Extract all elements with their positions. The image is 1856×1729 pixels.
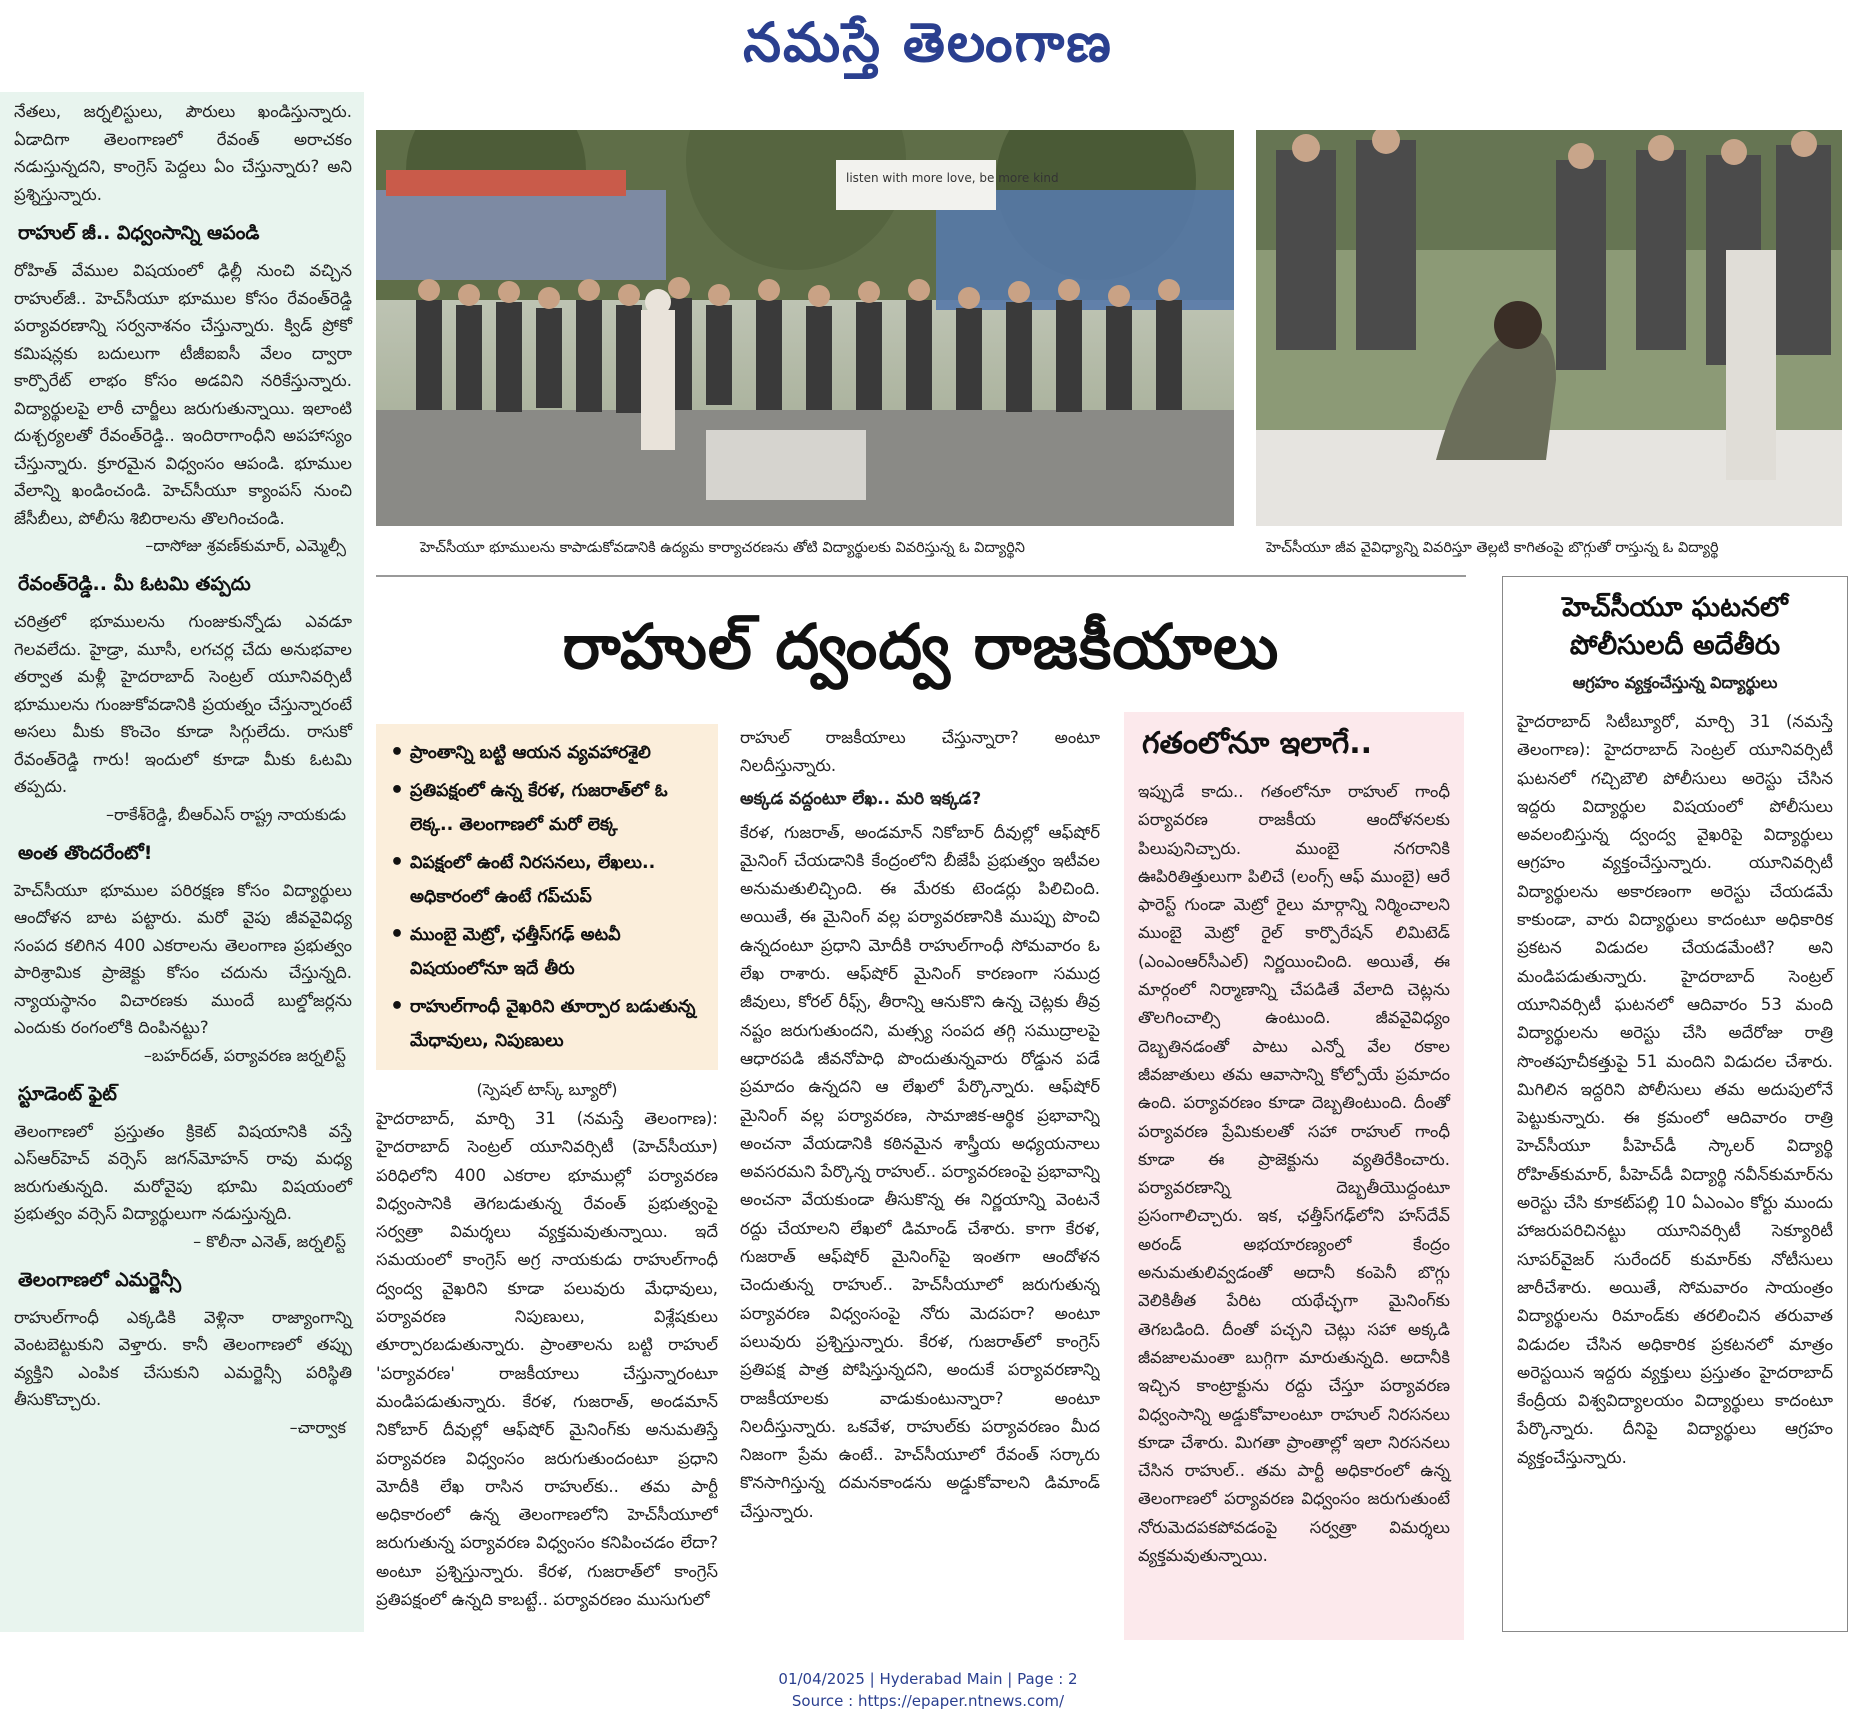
left-column-reactions bbox=[0, 92, 364, 1632]
story-text: రాహుల్ రాజకీయాలు చేస్తున్నారా? అంటూ నిలదీస్తున్నారు. bbox=[740, 728, 1100, 776]
source-link[interactable]: Source : https://epaper.ntnews.com/ bbox=[791, 1692, 1065, 1710]
student-photo-caption: హెచ్‌సీయూ జీవ వైవిధ్యాన్ని వివరిస్తూ తెల్లటి కాగితంపై బొగ్గుతో రాస్తున్న ఓ విద్యార్థి bbox=[1266, 540, 1719, 556]
reaction-signature: – కొలీనా ఎనెత్, జర్నలిస్ట్ bbox=[193, 1231, 346, 1251]
page-footer bbox=[0, 1668, 1856, 1712]
reaction-text: రోహిత్ వేముల విషయంలో ఢిల్లీ నుంచి వచ్చిన రాహుల్‌జీ.. హెచ్‌సీయూ భూముల కోసం రేవంత్‌రెడ్డి పర్యావరణాన్ని సర్వనాశనం చేస్తున్నారు. క్విడ్ ప్రోకో కమిషన్లకు బదులుగా టీజీఐఐసీ వేలం ద్వారా కార్పొరేట్ లాభం కోసం అడవిని నరికేస్తున్నారు. విద్యార్థులపై లాఠీ చార్జీలు జరుగుతున్నాయి. ఇలాంటి దుశ్చర్యలతో రేవంత్‌రెడ్డి.. ఇందిరాగాంధీని అపహాస్యం చేస్తున్నారు. క్రూరమైన విధ్వంసం ఆపండి. భూముల వేలాన్ని ఖండించండి. హెచ్‌సీయూ క్యాంపస్ నుంచి జేసీబీలు, పోలీసు శిబిరాలను తొలగించండి. bbox=[14, 261, 352, 528]
reaction-heading: రేవంత్‌రెడ్డి.. మీ ఓటమి తప్పదు bbox=[18, 573, 251, 595]
story-text: కేరళ, గుజరాత్, అండమాన్ నికోబార్ దీవుల్లో ఆఫ్‌షోర్ మైనింగ్ చేయడానికి కేంద్రంలోని బీజేపీ ప్రభుత్వం ఇటీవల అనుమతులిచ్చింది. ఈ మేరకు టెండర్లు పిలిచింది. అయితే, ఈ మైనింగ్ వల్ల పర్యావరణానికి ముప్పు పొంచి ఉన్నదంటూ ప్రధాని మోదీకి రాహుల్‌గాంధీ సోమవారం ఓ లేఖ రాశారు. ఆఫ్‌షోర్ మైనింగ్ కారణంగా సముద్ర జీవులు, కోరల్ రీఫ్స్, తీరాన్ని ఆనుకొని ఉన్న చెట్లకు తీవ్ర నష్టం జరుగుతుందని, మత్స్య సంపద తగ్గి సముద్రాలపై ఆధారపడి జీవనోపాధి పొందుతున్నవారు రోడ్డున పడే ప్రమాదం ఉన్నదని ఆ లేఖలో పేర్కొన్నారు. ఆఫ్‌షోర్ మైనింగ్ వల్ల పర్యావరణ, సామాజిక-ఆర్థిక ప్రభావాన్ని అంచనా వేయడానికి కఠినమైన శాస్త్రీయ అధ్యయనాలు అవసరమని పేర్కొన్న రాహుల్.. పర్యావరణంపై ప్రభావాన్ని అంచనా వేయకుండా తీసుకొన్న ఈ నిర్ణయాన్ని వెంటనే రద్దు చేయాలని లేఖలో డిమాండ్ చేశారు. కాగా కేరళ, గుజరాత్ ఆఫ్‌షోర్ మైనింగ్‌పై ఇంతగా ఆందోళన చెందుతున్న రాహుల్.. హెచ్‌సీయూలో జరుగుతున్న పర్యావరణ విధ్వంసంపై నోరు మెదపరా? అంటూ పలువురు ప్రశ్నిస్తున్నారు. కేరళ, గుజరాత్‌లో కాంగ్రెస్ ప్రతిపక్ష పాత్ర పోషిస్తున్నదని, అందుకే పర్యావరణాన్ని రాజకీయాలకు వాడుకుంటున్నారా? అంటూ నిలదీస్తున్నారు. ఒకవేళ, రాహుల్‌కు పర్యావరణం మీద నిజంగా ప్రేమ ఉంటే.. హెచ్‌సీయూలో రేవంత్ సర్కారు కొనసాగిస్తున్న దమనకాండను అడ్డుకోవాలని డిమాండ్ చేస్తున్నారు. bbox=[740, 822, 1100, 1521]
divider bbox=[376, 575, 1466, 577]
highlight-item: • ప్రాంతాన్ని బట్టి ఆయన వ్యవహారశైలి bbox=[388, 736, 708, 770]
reaction-heading: అంత తొందరేంటో! bbox=[18, 841, 153, 864]
reaction-3 bbox=[14, 842, 352, 1069]
protest-banner: listen with more love, be more kind bbox=[846, 171, 1059, 185]
left-intro-text: నేతలు, జర్నలిస్టులు, పౌరులు ఖండిస్తున్నారు. ఏడాదిగా తెలంగాణలో రేవంత్ అరాచకం నడుస్తున్నదని, కాంగ్రెస్ పెద్దలు ఏం చేస్తున్నారు? అని ప్రశ్నిస్తున్నారు. bbox=[14, 102, 352, 204]
reaction-text: రాహుల్‌గాంధీ ఎక్కడికి వెళ్లినా రాజ్యాంగాన్ని వెంటబెట్టుకుని వెళ్తారు. కానీ తెలంగాణలో తప్పు వ్యక్తిని ఎంపిక చేసుకుని ఎమర్జెన్సీ పరిస్థితి తీసుకొచ్చారు. bbox=[14, 1307, 352, 1409]
reaction-1 bbox=[14, 222, 352, 559]
side-story-subheading: ఆగ్రహం వ్యక్తంచేస్తున్న విద్యార్థులు bbox=[1572, 673, 1778, 692]
highlight-item: • విపక్షంలో ఉంటే నిరసనలు, లేఖలు.. అధికారంలో ఉంటే గప్‌చుప్ bbox=[388, 846, 708, 914]
protest-photo bbox=[376, 130, 1234, 526]
newspaper-logo: నమస్తే తెలంగాణ bbox=[743, 10, 1113, 74]
reaction-heading: తెలంగాణలో ఎమర్జెన్సీ bbox=[18, 1268, 182, 1291]
story-subheading: అక్కడ వద్దంటూ లేఖ.. మరి ఇక్కడ? bbox=[740, 788, 982, 809]
main-headline: రాహుల్ ద్వంద్వ రాజకీయాలు bbox=[562, 610, 1280, 683]
student-writing-photo bbox=[1256, 130, 1842, 526]
masthead bbox=[0, 0, 1856, 90]
highlights-box bbox=[376, 724, 718, 1070]
highlight-item: • ముంబై మెట్రో, ఛత్తీస్‌గఢ్ అటవీ విషయంలోనూ ఇదే తీరు bbox=[388, 918, 708, 986]
past-box-heading: గతంలోనూ ఇలాగే.. bbox=[1142, 726, 1373, 761]
story-text: హైదరాబాద్, మార్చి 31 (నమస్తే తెలంగాణ): హైదరాబాద్ సెంట్రల్ యూనివర్సిటీ (హెచ్‌సీయూ) పరిధిలోని 400 ఎకరాల భూముల్లో పర్యావరణ విధ్వంసానికి తెగబడుతున్న రేవంత్ ప్రభుత్వంపై సర్వత్రా విమర్శలు వ్యక్తమవుతున్నాయి. ఇదే సమయంలో కాంగ్రెస్ అగ్ర నాయకుడు రాహుల్‌గాంధీ ద్వంద్వ వైఖరిని కూడా పలువురు మేధావులు, పర్యావరణ నిపుణులు, విశ్లేషకులు తూర్పారబడుతున్నారు. ప్రాంతాలను బట్టి రాహుల్ 'పర్యావరణ' రాజకీయాలు చేస్తున్నారంటూ మండిపడుతున్నారు. కేరళ, గుజరాత్, అండమాన్ నికోబార్ దీవుల్లో ఆఫ్‌షోర్ మైనింగ్‌కు అనుమతిస్తే పర్యావరణ విధ్వంసం జరుగుతుందంటూ ప్రధాని మోదీకి లేఖ రాసిన రాహుల్‌కు.. తమ పార్టీ అధికారంలో ఉన్న తెలంగాణలోని హెచ్‌సీయూలో జరుగుతున్న పర్యావరణ విధ్వంసం కనిపించడం లేదా? అంటూ ప్రశ్నిస్తున్నారు. కేరళ, గుజరాత్‌లో కాంగ్రెస్ ప్రతిపక్షంలో ఉన్నది కాబట్టే.. పర్యావరణం ముసుగులో bbox=[376, 1109, 718, 1610]
byline: (స్పెషల్ టాస్క్ బ్యూరో) bbox=[476, 1080, 618, 1099]
reaction-heading: రాహుల్ జీ.. విధ్వంసాన్ని ఆపండి bbox=[18, 222, 260, 244]
side-story-box bbox=[1502, 576, 1848, 1632]
reaction-text: తెలంగాణలో ప్రస్తుతం క్రికెట్ విషయానికి వస్తే ఎస్‌ఆర్‌హెచ్ వర్సెస్ జగన్‌మోహన్ రావు మధ్య జరుగుతున్నది. మరోవైపు భూమి విషయంలో ప్రభుత్వం వర్సెస్ విద్యార్థులుగా నడుస్తున్నది. bbox=[14, 1121, 352, 1223]
highlight-item: • ప్రతిపక్షంలో ఉన్న కేరళ, గుజరాత్‌లో ఓ లెక్క.. తెలంగాణలో మరో లెక్క bbox=[388, 774, 708, 842]
edition-info: 01/04/2025 | Hyderabad Main | Page : 2 bbox=[778, 1670, 1078, 1688]
past-box bbox=[1124, 712, 1464, 1640]
reaction-text: చరిత్రలో భూములను గుంజుకున్నోడు ఎవడూ గెలవలేదు. హైడ్రా, మూసీ, లగచర్ల చేదు అనుభవాల తర్వాత మళ్లీ హైదరాబాద్ సెంట్రల్ యూనివర్సిటీ భూములను గుంజుకోవడానికి ప్రయత్నం చేస్తున్నారంటే అసలు మీకు కొంచెం కూడా సిగ్గులేదు. రాసుకో రేవంత్‌రెడ్డి గారు! ఇందులో కూడా మీకు ఓటమి తప్పదు. bbox=[14, 612, 352, 796]
highlight-item: • రాహుల్‌గాంధీ వైఖరిని తూర్పార బడుతున్న మేధావులు, నిపుణులు bbox=[388, 990, 708, 1058]
side-story-text: హైదరాబాద్ సిటీబ్యూరో, మార్చి 31 (నమస్తే తెలంగాణ): హైదరాబాద్ సెంట్రల్ యూనివర్సిటీ ఘటనలో గచ్చిబౌలి పోలీసులు అరెస్టు చేసిన ఇద్దరు విద్యార్థుల విషయంలో పోలీసులు అవలంబిస్తున్న ద్వంద్వ వైఖరిపై విద్యార్థులు ఆగ్రహం వ్యక్తంచేస్తున్నారు. యూనివర్సిటీ విద్యార్థులను అకారణంగా అరెస్టు చేయడమే కాకుండా, వారు విద్యార్థులు కాదంటూ అధికారిక ప్రకటన విడుదల చేయడమేంటి? అని మండిపడుతున్నారు. హైదరాబాద్ సెంట్రల్ యూనివర్సిటీ ఘటనలో ఆదివారం 53 మంది విద్యార్థులను అరెస్టు చేసి అదేరోజు రాత్రి సొంతపూచీకత్తుపై 51 మందిని విడుదల చేశారు. మిగిలిన ఇద్దరిని పోలీసులు తమ అదుపులోనే పెట్టుకున్నారు. ఈ క్రమంలో ఆదివారం రాత్రి హెచ్‌సీయూ పీహెచ్‌డీ స్కాలర్ విద్యార్థి రోహిత్‌కుమార్, పీహెచ్‌డీ విద్యార్థి నవీన్‌కుమార్‌ను అరెస్టు చేసి కూకట్‌పల్లి 10 ఏఎంఎం కోర్టు ముందు హాజరుపరిచినట్టు యూనివర్సిటీ సెక్యూరిటీ సూపర్‌వైజర్ సురేందర్ కుమార్‌కు నోటీసులు జారీచేశారు. అయితే, సోమవారం సాయంత్రం విద్యార్థులను రిమాండ్‌కు తరలించిన తరువాత విడుదల చేసిన అధికారిక ప్రకటనలో మాత్రం అరెస్టయిన ఇద్దరు వ్యక్తులు ప్రస్తుతం హైదరాబాద్ కేంద్రీయ విశ్వవిద్యాలయం విద్యార్థులు కాదంటూ పేర్కొన్నారు. దీనిపై విద్యార్థులు ఆగ్రహం వ్యక్తంచేస్తున్నారు. bbox=[1517, 712, 1833, 1467]
main-story-col-1 bbox=[376, 1080, 718, 1640]
reaction-signature: –చార్వాక bbox=[289, 1417, 346, 1437]
reaction-signature: –దాసోజు శ్రవణ్‌కుమార్, ఎమ్మెల్సీ bbox=[145, 536, 346, 555]
reaction-text: హెచ్‌సీయూ భూముల పరిరక్షణ కోసం విద్యార్థులు ఆందోళన బాట పట్టారు. మరో వైపు జీవవైవిధ్య సంపద కలిగిన 400 ఎకరాలను తెలంగాణ ప్రభుత్వం పారిశ్రామిక ప్రాజెక్టు కోసం చదును చేస్తున్నది. న్యాయస్థానం విచారణకు ముందే బుల్డోజర్లను ఎందుకు రంగంలోకి దింపినట్టు? bbox=[14, 880, 352, 1037]
reaction-5 bbox=[14, 1269, 352, 1441]
reaction-signature: –బహర్‌దత్, పర్యావరణ జర్నలిస్ట్ bbox=[143, 1045, 346, 1065]
reaction-heading: స్టూడెంట్ ఫైట్ bbox=[18, 1082, 117, 1105]
past-box-text: ఇప్పుడే కాదు.. గతంలోనూ రాహుల్ గాంధీ పర్యావరణ రాజకీయ ఆందోళనలకు పిలుపునిచ్చారు. ముంబై నగరానికి ఊపిరితిత్తులుగా పిలిచే (లంగ్స్ ఆఫ్ ముంబై) ఆరే ఫారెస్ట్ గుండా మెట్రో రైలు మార్గాన్ని నిర్మించాలని ముంబై మెట్రో రైల్ కార్పొరేషన్ లిమిటెడ్ (ఎంఎంఆర్‌సీఎల్) నిర్ణయించింది. అయితే, ఈ మార్గంలో నిర్మాణాన్ని చేపడితే వేలాది చెట్లను తొలగించాల్సి ఉంటుంది. జీవవైవిధ్యం దెబ్బతినడంతో పాటు ఎన్నో వేల రకాల జీవజాతులు తమ ఆవాసాన్ని కోల్పోయే ప్రమాదం ఉంది. పర్యావరణం కూడా దెబ్బతింటుంది. దీంతో పర్యావరణ ప్రేమికులతో సహా రాహుల్ గాంధీ కూడా ఈ ప్రాజెక్టును వ్యతిరేకించారు. పర్యావరణాన్ని దెబ్బతీయొద్దంటూ ప్రసంగాలిచ్చారు. ఇక, ఛత్తీస్‌గఢ్‌లోని హస్‌దేవ్ అరండ్ అభయారణ్యంలో కేంద్రం అనుమతులివ్వడంతో అదానీ కంపెనీ బొగ్గు వెలికితీత పేరిట యథేచ్ఛగా మైనింగ్‌కు తెగబడింది. దీంతో పచ్చని చెట్లు సహా అక్కడి జీవజాలమంతా బుగ్గిగా మారుతున్నది. అదానీకి ఇచ్చిన కాంట్రాక్టును రద్దు చేస్తూ పర్యావరణ విధ్వంసాన్ని అడ్డుకోవాలంటూ రాహుల్ నిరసనలు కూడా చేశారు. మిగతా ప్రాంతాల్లో ఇలా నిరసనలు చేసిన రాహుల్.. తమ పార్టీ అధికారంలో ఉన్న తెలంగాణలో పర్యావరణ విధ్వంసం జరుగుతుంటే నోరుమెదపకపోవడంపై సర్వత్రా విమర్శలు వ్యక్తమవుతున్నాయి. bbox=[1138, 782, 1450, 1566]
side-story-heading: హెచ్‌సీయూ ఘటనలో పోలీసులదీ అదేతీరు bbox=[1562, 592, 1788, 661]
reaction-4 bbox=[14, 1083, 352, 1255]
main-story-col-2 bbox=[740, 724, 1100, 1640]
reaction-2 bbox=[14, 573, 352, 828]
protest-photo-caption: హెచ్‌సీయూ భూములను కాపాడుకోవడానికి ఉద్యమ కార్యాచరణను తోటి విద్యార్థులకు వివరిస్తున్న ఓ విద్యార్థిని bbox=[420, 540, 1025, 556]
reaction-signature: –రాకేశ్‌రెడ్డి, బీఆర్‌ఎస్ రాష్ట్ర నాయకుడు bbox=[106, 804, 346, 824]
